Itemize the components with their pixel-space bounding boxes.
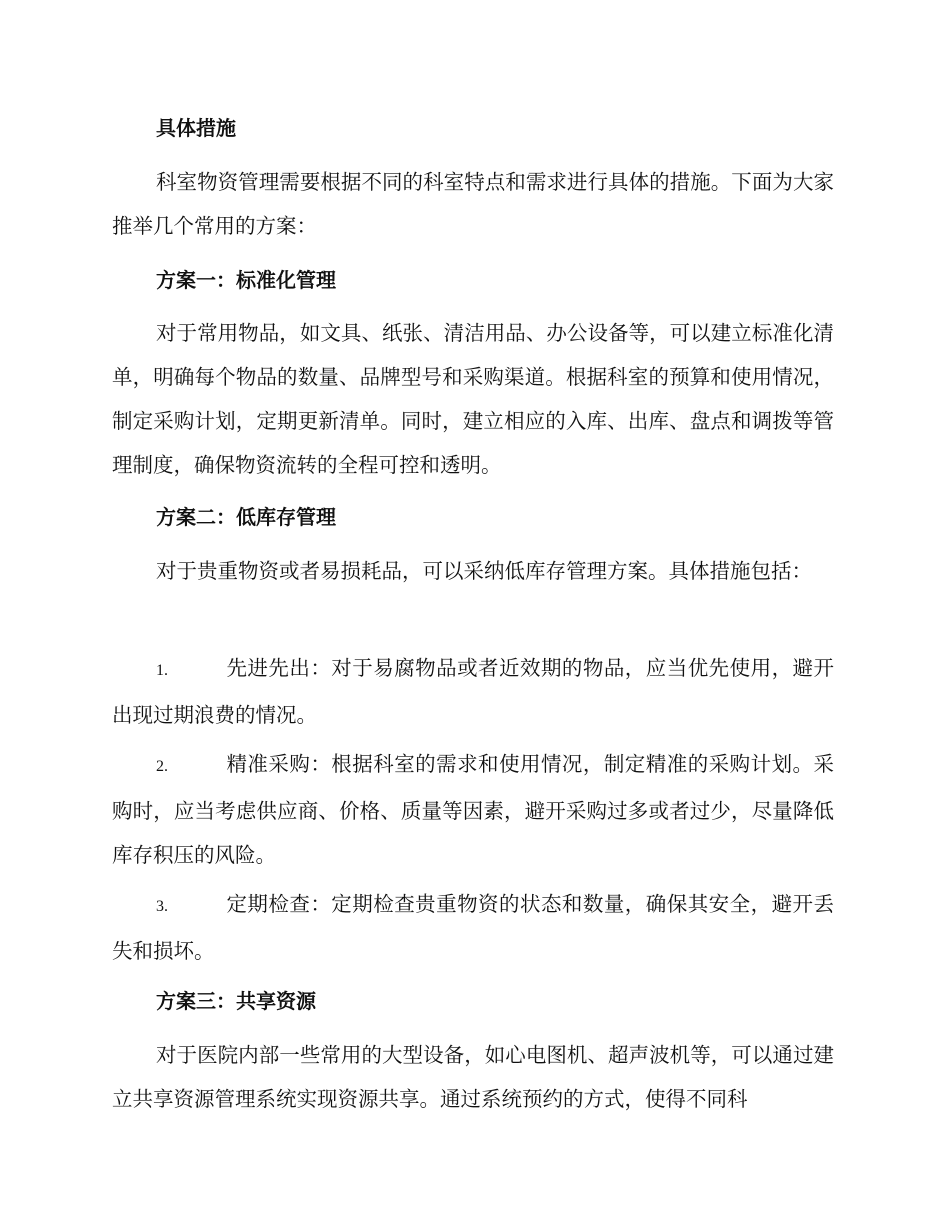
list-item-text: 定期检查：定期检查贵重物资的状态和数量，确保其安全，避开丢失和损坏。 (112, 892, 834, 963)
list-item-number: 2. (156, 758, 168, 775)
list-item-text: 先进先出：对于易腐物品或者近效期的物品，应当优先使用，避开出现过期浪费的情况。 (112, 656, 834, 727)
section-heading-measures: 具体措施 (156, 116, 236, 140)
list-item-text: 精准采购：根据科室的需求和使用情况，制定精准的采购计划。采购时，应当考虑供应商、价格、质量等因素，避开采购过多或者过少，尽量降低库存积压的风险。 (112, 752, 834, 867)
plan2-title: 方案二：低库存管理 (156, 505, 336, 529)
intro-paragraph: 科室物资管理需要根据不同的科室特点和需求进行具体的措施。下面为大家推举几个常用的方案： (112, 170, 834, 238)
plan2-body: 对于贵重物资或者易损耗品，可以采纳低库存管理方案。具体措施包括： (156, 559, 812, 583)
list-item (112, 882, 834, 973)
plan3-body: 对于医院内部一些常用的大型设备，如心电图机、超声波机等，可以通过建立共享资源管理系统实现资源共享。通过系统预约的方式，使得不同科 (112, 1043, 834, 1111)
list-item-number: 1. (156, 662, 168, 679)
list-item-number: 3. (156, 898, 168, 915)
plan3-title: 方案三：共享资源 (156, 989, 316, 1013)
plan1-title: 方案一：标准化管理 (156, 268, 336, 292)
list-item (112, 742, 834, 877)
list-item (112, 646, 834, 737)
plan1-body: 对于常用物品，如文具、纸张、清洁用品、办公设备等，可以建立标准化清单，明确每个物品的数量、品牌型号和采购渠道。根据科室的预算和使用情况，制定采购计划，定期更新清单。同时，建立相应的入库、出库、盘点和调拨等管理制度，确保物资流转的全程可控和透明。 (112, 321, 834, 477)
